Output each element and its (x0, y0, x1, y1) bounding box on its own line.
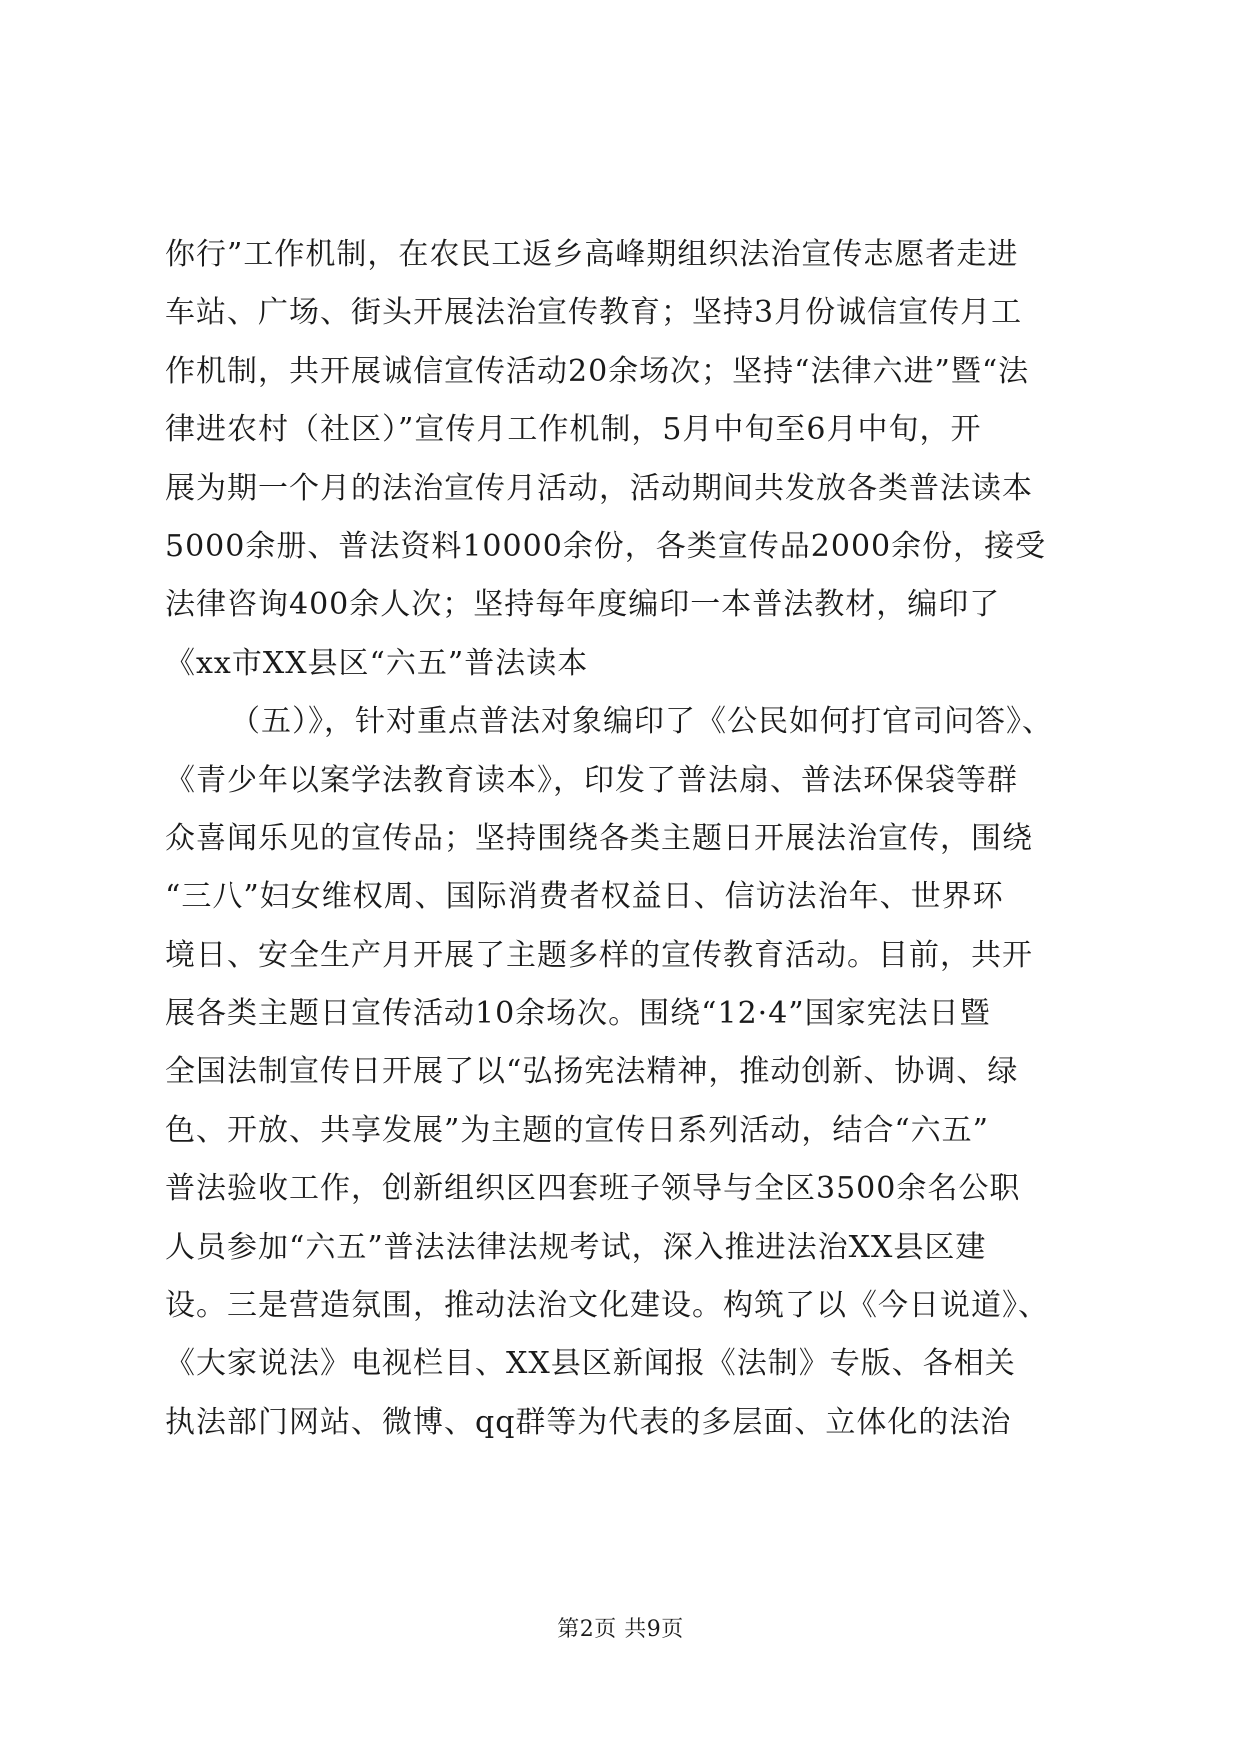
text-line: “三八”妇女维权周、国际消费者权益日、信访法治年、世界环 (165, 879, 1004, 915)
page-footer (0, 1615, 1241, 1645)
text-line: 律进农村（社区）”宣传月工作机制，5月中旬至6月中旬，开 (165, 412, 982, 448)
text-line: 《xx市XX县区“六五”普法读本 (165, 645, 589, 681)
text-line: 法律咨询400余人次；坚持每年度编印一本普法教材，编印了 (165, 587, 1001, 623)
text-line: 作机制，共开展诚信宣传活动20余场次；坚持“法律六进”暨“法 (165, 353, 1030, 389)
body-text (165, 226, 1125, 1452)
text-line: 普法验收工作，创新组织区四套班子领导与全区3500余名公职 (165, 1171, 1021, 1207)
text-line: 你行”工作机制，在农民工返乡高峰期组织法治宣传志愿者走进 (165, 237, 1019, 272)
text-line: 展各类主题日宣传活动10余场次。围绕“12·4”国家宪法日暨 (165, 996, 991, 1032)
text-line: 5000余册、普法资料10000余份，各类宣传品2000余份，接受 (165, 528, 1047, 564)
text-line-indented: （五）》，针对重点普法对象编印了《公民如何打官司问答》、 (230, 704, 1053, 740)
text-line: 人员参加“六五”普法法律法规考试，深入推进法治XX县区建 (165, 1229, 987, 1265)
text-line: 《大家说法》电视栏目、XX县区新闻报《法制》专版、各相关 (165, 1346, 1016, 1382)
text-line: 境日、安全生产月开展了主题多样的宣传教育活动。目前，共开 (165, 937, 1033, 973)
text-line: 设。三是营造氛围，推动法治文化建设。构筑了以《今日说道》、 (165, 1288, 1049, 1324)
text-line: 车站、广场、街头开展法治宣传教育；坚持3月份诚信宣传月工 (165, 295, 1023, 331)
text-line: 执法部门网站、微博、qq群等为代表的多层面、立体化的法治 (165, 1404, 1012, 1440)
text-line: 展为期一个月的法治宣传月活动，活动期间共发放各类普法读本 (165, 470, 1033, 506)
text-line: 众喜闻乐见的宣传品；坚持围绕各类主题日开展法治宣传，围绕 (165, 820, 1033, 856)
text-line: 色、开放、共享发展”为主题的宣传日系列活动，结合“六五” (165, 1112, 990, 1148)
page-number: 第2页 共9页 (557, 1617, 684, 1642)
text-line: 全国法制宣传日开展了以“弘扬宪法精神，推动创新、协调、绿 (165, 1054, 1019, 1090)
text-line: 《青少年以案学法教育读本》，印发了普法扇、普法环保袋等群 (165, 762, 1018, 798)
